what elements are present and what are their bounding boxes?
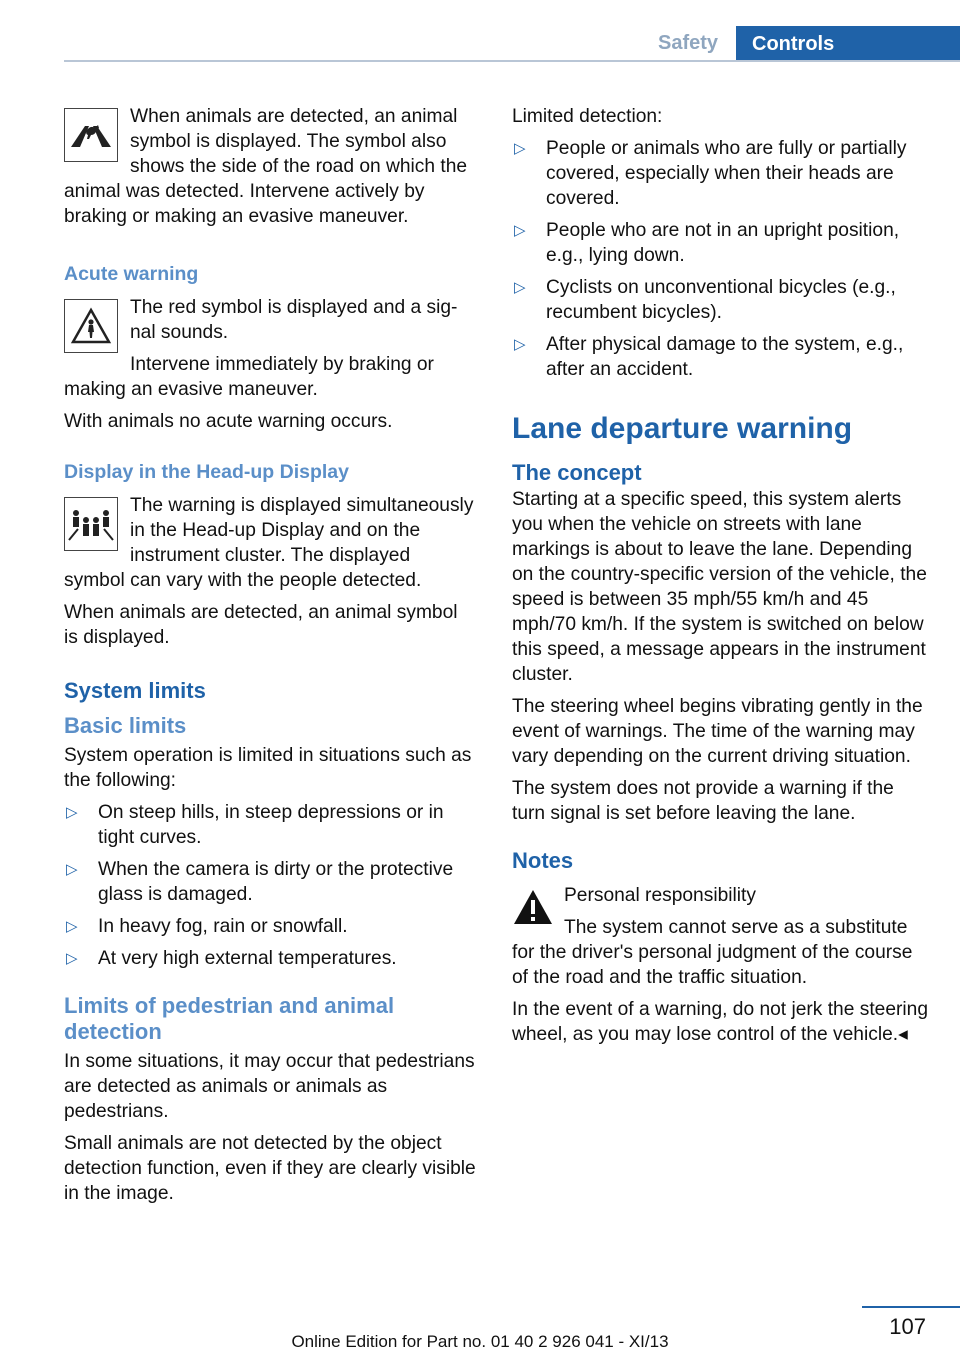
hud-display-heading: Display in the Head-up Display (64, 461, 349, 483)
right-column (512, 104, 928, 1054)
bullet-icon: ▷ (514, 279, 526, 296)
list-item: ▷ People or animals who are fully or partially covered, especially when their heads are covered. (514, 138, 907, 209)
acute-warning-text-3: With animals no acute warning occurs. (64, 411, 393, 432)
concept-text-1: Starting at a specific speed, this system alerts you when the vehicle on streets with lane markings is about to leave the lane. Depending on the country-specific version of the vehicle, the speed is between 35 mph/55 km/h and 45 mph/70 km/h. If the system is switched on below this speed, a message appears in the instrument cluster. (512, 489, 927, 685)
list-item: ▷ People who are not in an upright position, e.g., lying down. (514, 220, 900, 266)
warning-triangle-icon (512, 887, 554, 927)
concept-text-2: The steering wheel begins vibrating gently in the event of warnings. The time of the warning may vary depending on the current driving situation. (512, 696, 923, 767)
header-rule (64, 60, 960, 62)
bullet-icon: ▷ (66, 861, 78, 878)
bullet-icon: ▷ (514, 140, 526, 157)
hud-display-text-2: When animals are detected, an animal symbol is displayed. (64, 602, 458, 648)
list-item: ▷ On steep hills, in steep depressions or in tight curves. (66, 802, 444, 848)
concept-heading: The concept (512, 460, 642, 485)
notes-title: Personal responsibility (564, 885, 756, 906)
acute-warning-text-2: Intervene immediately by braking or making an evasive maneuver. (64, 354, 434, 400)
list-item: ▷ Cyclists on unconventional bicycles (e.g., recumbent bicycles). (514, 277, 896, 323)
hud-display-text-1: The warning is displayed simultaneously in the Head-up Display and on the instrument cluster. The displayed symbol can vary with the people detected. (64, 495, 474, 591)
left-column (64, 104, 476, 1213)
pedestrian-animal-limits-heading: Limits of pedestrian and animal detection (64, 993, 395, 1044)
acute-warning-text-1: The red symbol is displayed and a signal sounds. (130, 297, 458, 343)
tab-safety[interactable]: Safety (657, 32, 719, 54)
acute-warning-heading: Acute warning (64, 263, 199, 285)
list-item: ▷ In heavy fog, rain or snowfall. (66, 916, 348, 937)
bullet-icon: ▷ (66, 804, 78, 821)
notes-text-1: The system cannot serve as a substitute for the driver's personal judgment of the course of the road and the traffic situation. (512, 917, 913, 988)
bullet-icon: ▷ (514, 336, 526, 353)
animal-detection-text: When animals are detected, an animal symbol is displayed. The symbol also shows the side of the road on which the animal was detected. Intervene actively by braking or making an evasive maneuver. (64, 106, 468, 227)
footer-rule (862, 1306, 960, 1308)
edition-footer: Online Edition for Part no. 01 40 2 926 041 - XI/13 (291, 1332, 669, 1351)
pedestrian-warning-icon (64, 299, 118, 353)
page-number: 107 (889, 1314, 926, 1339)
bullet-icon: ▷ (66, 918, 78, 935)
pedestrian-limits-text-1: In some situations, it may occur that pedestrians are detected as animals or animals as pedestrians. (64, 1051, 475, 1122)
bullet-icon: ▷ (514, 222, 526, 239)
basic-limits-text: System operation is limited in situations such as the following: (64, 745, 472, 791)
limited-detection-list (512, 136, 928, 382)
limited-detection-text: Limited detection: (512, 106, 663, 127)
basic-limits-list (64, 800, 476, 971)
animal-warning-icon (64, 108, 118, 162)
notes-heading: Notes (512, 848, 574, 873)
concept-text-3: The system does not provide a warning if the turn signal is set before leaving the lane. (512, 778, 894, 824)
lane-departure-heading: Lane departure warning (512, 412, 853, 445)
basic-limits-heading: Basic limits (64, 713, 187, 738)
tab-controls[interactable]: Controls (736, 26, 960, 62)
system-limits-heading: System limits (64, 678, 206, 703)
list-item: ▷ When the camera is dirty or the protective glass is damaged. (66, 859, 454, 905)
bullet-icon: ▷ (66, 950, 78, 967)
list-item: ▷ At very high external temperatures. (66, 948, 397, 969)
list-item: ▷ After physical damage to the system, e.g., after an accident. (514, 334, 904, 380)
page-header (0, 0, 960, 62)
pedestrian-limits-text-2: Small animals are not detected by the object detection function, even if they are clearly visible in the image. (64, 1133, 476, 1204)
people-group-icon (64, 497, 118, 551)
notes-text-2: In the event of a warning, do not jerk the steering wheel, as you may lose control of the vehicle.◂ (512, 999, 928, 1045)
